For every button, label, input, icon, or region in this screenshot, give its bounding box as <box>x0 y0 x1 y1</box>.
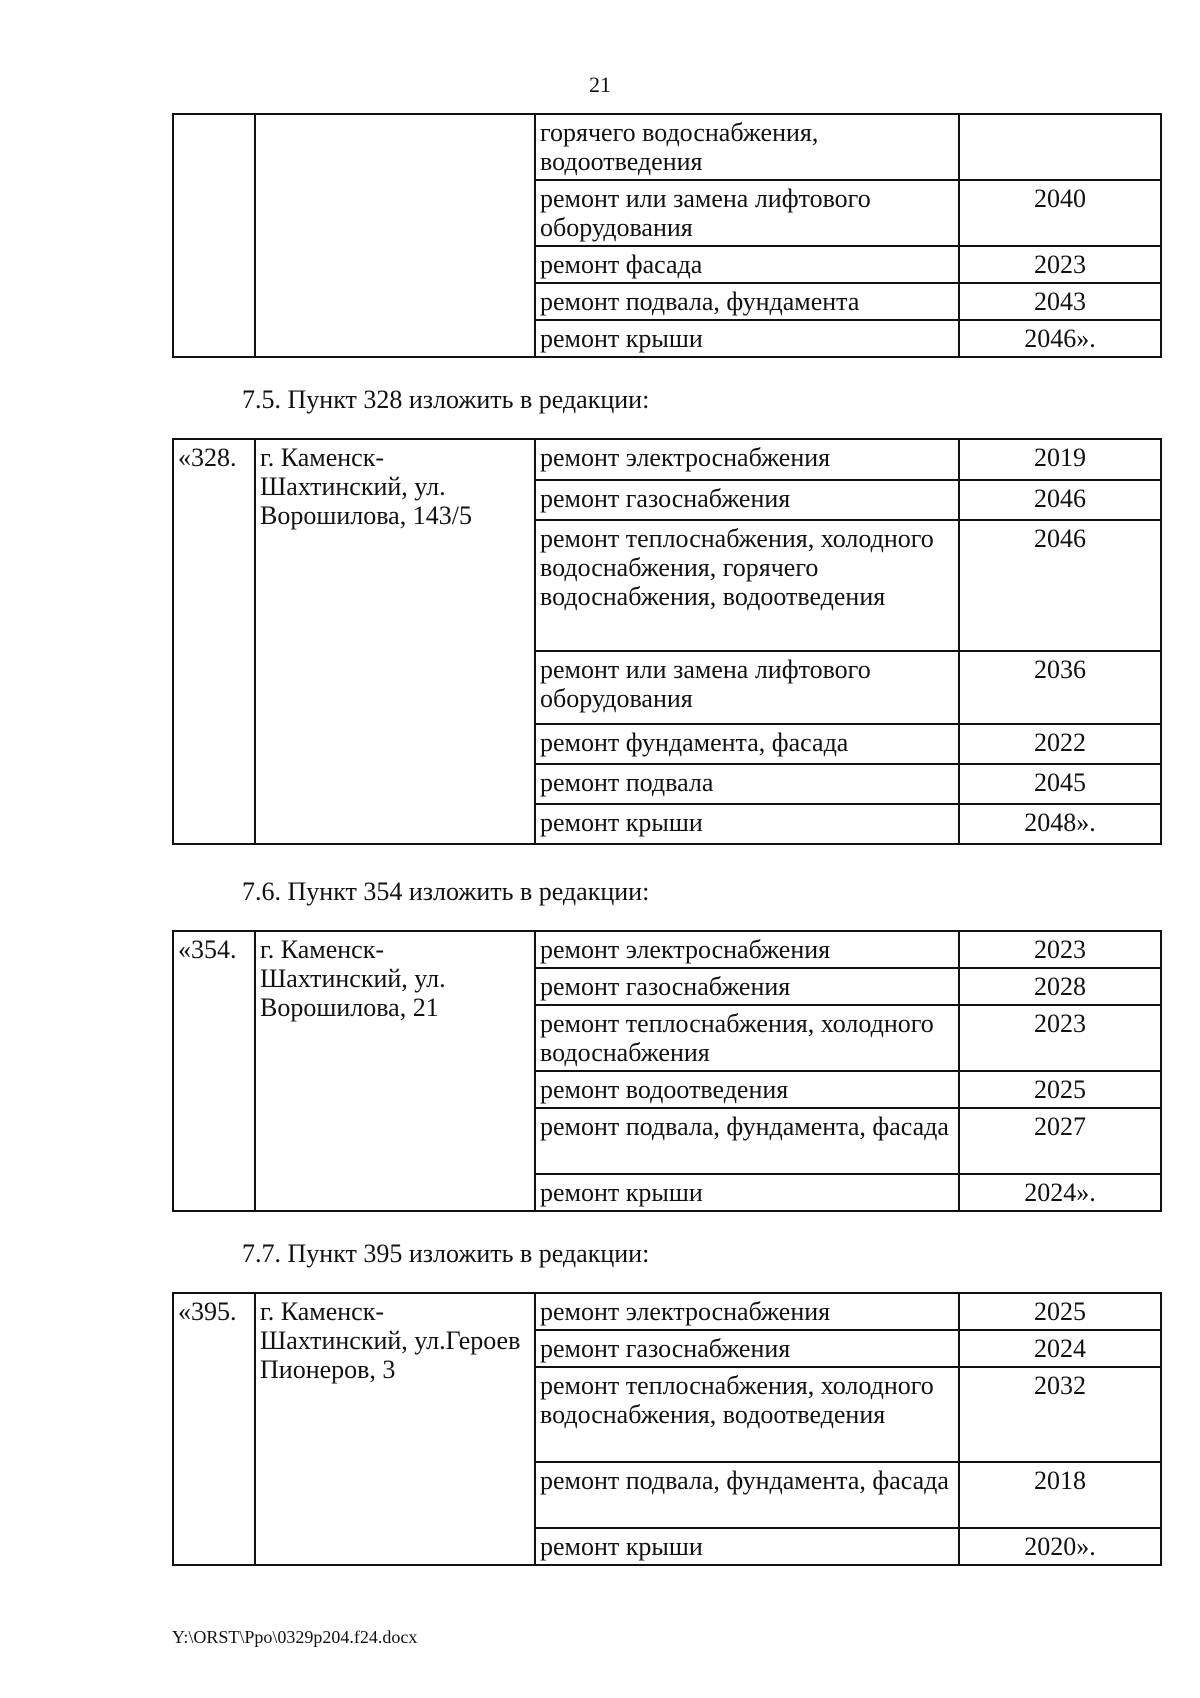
page-number: 21 <box>589 72 611 97</box>
repair-table <box>172 438 1162 845</box>
year-cell: 2023 <box>959 1005 1161 1071</box>
file-path-footer: Y:\ORST\Ppo\0329p204.f24.docx <box>172 1627 418 1647</box>
repair-table <box>172 1292 1162 1566</box>
year-cell: 2027 <box>959 1108 1161 1174</box>
year-cell: 2046 <box>959 480 1161 520</box>
year-cell: 2032 <box>959 1367 1161 1462</box>
work-cell: ремонт газоснабжения <box>535 480 959 520</box>
year-cell: 2018 <box>959 1462 1161 1528</box>
item-number: «354. <box>173 931 255 1211</box>
year-cell: 2020». <box>959 1528 1161 1565</box>
address-cell: г. Каменск-Шахтинский, ул. Ворошилова, 143/5 <box>255 439 535 844</box>
repair-table <box>172 930 1162 1212</box>
work-cell: ремонт крыши <box>535 320 959 357</box>
section-heading: 7.7. Пункт 395 изложить в редакции: <box>242 1239 650 1268</box>
work-cell: ремонт крыши <box>535 1174 959 1211</box>
year-cell: 2023 <box>959 246 1161 283</box>
year-cell: 2046 <box>959 520 1161 651</box>
work-cell: ремонт электроснабжения <box>535 931 959 968</box>
year-cell: 2045 <box>959 764 1161 804</box>
work-cell: ремонт подвала, фундамента, фасада <box>535 1108 959 1174</box>
year-cell <box>959 114 1161 180</box>
work-cell: ремонт газоснабжения <box>535 968 959 1005</box>
work-cell: горячего водоснабжения, водоотведения <box>535 114 959 180</box>
work-cell: ремонт электроснабжения <box>535 439 959 480</box>
work-cell: ремонт фундамента, фасада <box>535 724 959 764</box>
item-number: «328. <box>173 439 255 844</box>
year-cell: 2048». <box>959 804 1161 844</box>
year-cell: 2043 <box>959 283 1161 320</box>
item-number: «395. <box>173 1293 255 1565</box>
number-cell <box>173 114 255 357</box>
year-cell: 2025 <box>959 1071 1161 1108</box>
year-cell: 2023 <box>959 931 1161 968</box>
section-heading: 7.6. Пункт 354 изложить в редакции: <box>242 877 650 906</box>
work-cell: ремонт или замена лифтового оборудования <box>535 180 959 246</box>
year-cell: 2040 <box>959 180 1161 246</box>
year-cell: 2046». <box>959 320 1161 357</box>
continuation-table <box>172 113 1162 358</box>
work-cell: ремонт крыши <box>535 804 959 844</box>
year-cell: 2024 <box>959 1330 1161 1367</box>
year-cell: 2024». <box>959 1174 1161 1211</box>
work-cell: ремонт крыши <box>535 1528 959 1565</box>
address-cell: г. Каменск-Шахтинский, ул.Героев Пионеров, 3 <box>255 1293 535 1565</box>
work-cell: ремонт или замена лифтового оборудования <box>535 651 959 724</box>
year-cell: 2025 <box>959 1293 1161 1330</box>
year-cell: 2036 <box>959 651 1161 724</box>
year-cell: 2022 <box>959 724 1161 764</box>
address-cell <box>255 114 535 357</box>
work-cell: ремонт подвала, фундамента, фасада <box>535 1462 959 1528</box>
work-cell: ремонт теплоснабжения, холодного водоснабжения <box>535 1005 959 1071</box>
section-heading: 7.5. Пункт 328 изложить в редакции: <box>242 385 650 414</box>
work-cell: ремонт электроснабжения <box>535 1293 959 1330</box>
work-cell: ремонт теплоснабжения, холодного водоснабжения, водоотведения <box>535 1367 959 1462</box>
address-cell: г. Каменск-Шахтинский, ул. Ворошилова, 21 <box>255 931 535 1211</box>
work-cell: ремонт газоснабжения <box>535 1330 959 1367</box>
work-cell: ремонт водоотведения <box>535 1071 959 1108</box>
work-cell: ремонт подвала <box>535 764 959 804</box>
year-cell: 2028 <box>959 968 1161 1005</box>
work-cell: ремонт подвала, фундамента <box>535 283 959 320</box>
work-cell: ремонт теплоснабжения, холодного водоснабжения, горячего водоснабжения, водоотведения <box>535 520 959 651</box>
work-cell: ремонт фасада <box>535 246 959 283</box>
year-cell: 2019 <box>959 439 1161 480</box>
